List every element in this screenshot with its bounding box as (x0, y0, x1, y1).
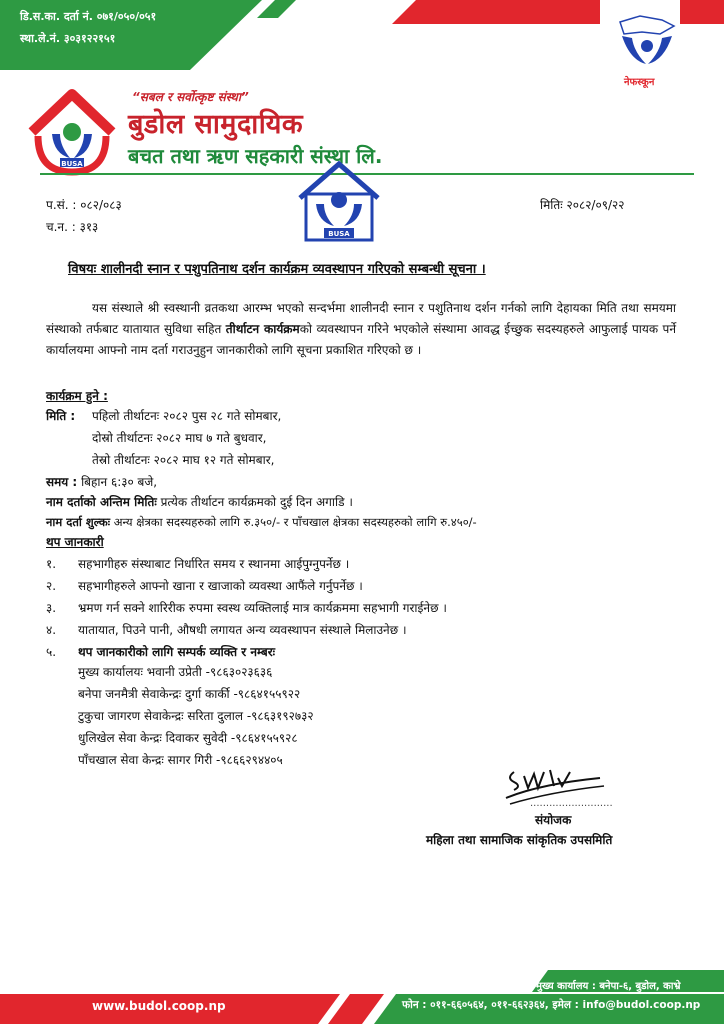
footer-website: www.budol.coop.np (92, 999, 226, 1013)
info-num-1: १. (46, 557, 57, 571)
contact-1: मुख्य कार्यालयः भवानी उप्रेती -९८६३०२३६३६ (78, 665, 273, 679)
contact-5: पाँचखाल सेवा केन्द्रः सागर गिरी -९८६६२९४४०५ (78, 753, 283, 767)
date-label: मिति : (46, 409, 76, 423)
nefscun-logo-icon (612, 12, 682, 74)
busa-center-logo-icon (294, 160, 384, 244)
signature-dots: .......................... (530, 798, 613, 809)
info-num-3: ३. (46, 601, 57, 615)
fee-line: नाम दर्ता शुल्कः अन्य क्षेत्रका सदस्यहरुको लागि रु.३५०/- र पाँचखाल क्षेत्रका सदस्यहरुको लागि रु.४५०/- (46, 515, 477, 529)
info-item-1: सहभागीहरु संस्थाबाट निर्धारित समय र स्थानमा आईपुग्नुपर्नेछ । (78, 557, 350, 571)
nefscun-label: नेफस्कून (624, 77, 655, 88)
org-name-secondary: बचत तथा ऋण सहकारी संस्था लि. (128, 144, 383, 168)
info-item-2: सहभागीहरुले आफ्नो खाना र खाजाको व्यवस्था आफैंले गर्नुपर्नेछ । (78, 579, 363, 593)
footer-address: मुख्य कार्यालय : बनेपा-६, बुडोल, काभ्रे (536, 981, 681, 992)
program-date-1: पहिलो तीर्थाटनः २०८२ पुस २८ गते सोमबार, (92, 409, 282, 423)
info-num-5: ५. (46, 645, 57, 659)
registration-number: डि.स.का. दर्ता नं. ०७१/०५०/०५१ (20, 10, 157, 23)
program-date-3: तेस्रो तीर्थाटनः २०८२ माघ १२ गते सोमबार, (92, 453, 275, 467)
info-item-3: भ्रमण गर्न सक्ने शारिरीक रुपमा स्वस्थ व्यक्तिलाई मात्र कार्यक्रममा सहभागी गराईनेछ । (78, 601, 447, 615)
busa-logo-text: BUSA (61, 160, 83, 168)
contact-4: धुलिखेल सेवा केन्द्रः दिवाकर सुवेदी -९८६४१५५९२८ (78, 731, 298, 745)
busa-center-logo-text: BUSA (328, 230, 350, 238)
contact-2: बनेपा जनमैत्री सेवाकेन्द्रः दुर्गा कार्की -९८६४१५५९२२ (78, 687, 301, 701)
additional-heading: थप जानकारी (46, 535, 104, 549)
signatory-committee: महिला तथा सामाजिक सांकृतिक उपसमिति (426, 833, 613, 847)
contact-heading: थप जानकारीको लागि सम्पर्क व्यक्ति र नम्बरः (78, 645, 276, 659)
info-item-4: यातायात, पिउने पानी, औषधी लगायत अन्य व्यवस्थापन संस्थाले मिलाउनेछ । (78, 623, 407, 637)
program-date-2: दोस्रो तीर्थाटनः २०८२ माघ ७ गते बुधवार, (92, 431, 267, 445)
time-line: समय : बिहान ६:३० बजे, (46, 475, 158, 489)
intro-paragraph: यस संस्थाले श्री स्वस्थानी व्रतकथा आरम्भ भएको सन्दर्भमा शालीनदी स्नान र पशुतिनाथ दर्शन गर्नको लागि देहायका मिति तथा समयमा संस्थाको तर्फबाट यातायात सुविधा सहित तीर्थाटन कार्यक्रमको व्यवस्थापन गरिने भएकोले संस्थामा आवद्ध ईच्छुक सदस्यहरुले आफुलाई पायक पर्ने कार्यालयमा आफ्नो नाम दर्ता गराउनुहुन जानकारीको लागि सूचना प्रकाशित गरिएको छ । (46, 301, 676, 357)
reference-number: प.सं. : ०८२/०८३ (46, 198, 122, 212)
info-num-2: २. (46, 579, 57, 593)
subject-line: विषयः शालीनदी स्नान र पशुपतिनाथ दर्शन कार्यक्रम व्यवस्थापन गरिएको सम्बन्धी सूचना । (68, 262, 486, 277)
dispatch-number: च.न. : ३१३ (46, 220, 99, 234)
footer-contact: फोन : ०११-६६०५६४, ०११-६६२३६४, इमेल : info@budol.coop.np (402, 999, 701, 1011)
local-tax-number: स्था.ले.नं. ३०३१२२१५१ (20, 32, 116, 45)
busa-logo-icon (24, 86, 120, 180)
org-name-primary: बुडोल सामुदायिक (128, 109, 304, 140)
deadline-line: नाम दर्ताको अन्तिम मितिः प्रत्येक तीर्थाटन कार्यक्रमको दुई दिन अगाडि । (46, 495, 353, 509)
contact-3: टुकुचा जागरण सेवाकेन्द्रः सरिता दुलाल -९८६३१९२७३२ (78, 709, 314, 723)
slogan: “सबल र सर्वोत्कृष्ट संस्था” (132, 90, 249, 104)
signatory-title: संयोजक (535, 813, 572, 827)
info-num-4: ४. (46, 623, 57, 637)
letter-date: मितिः २०८२/०९/२२ (540, 198, 625, 212)
program-heading: कार्यक्रम हुने : (46, 389, 108, 403)
